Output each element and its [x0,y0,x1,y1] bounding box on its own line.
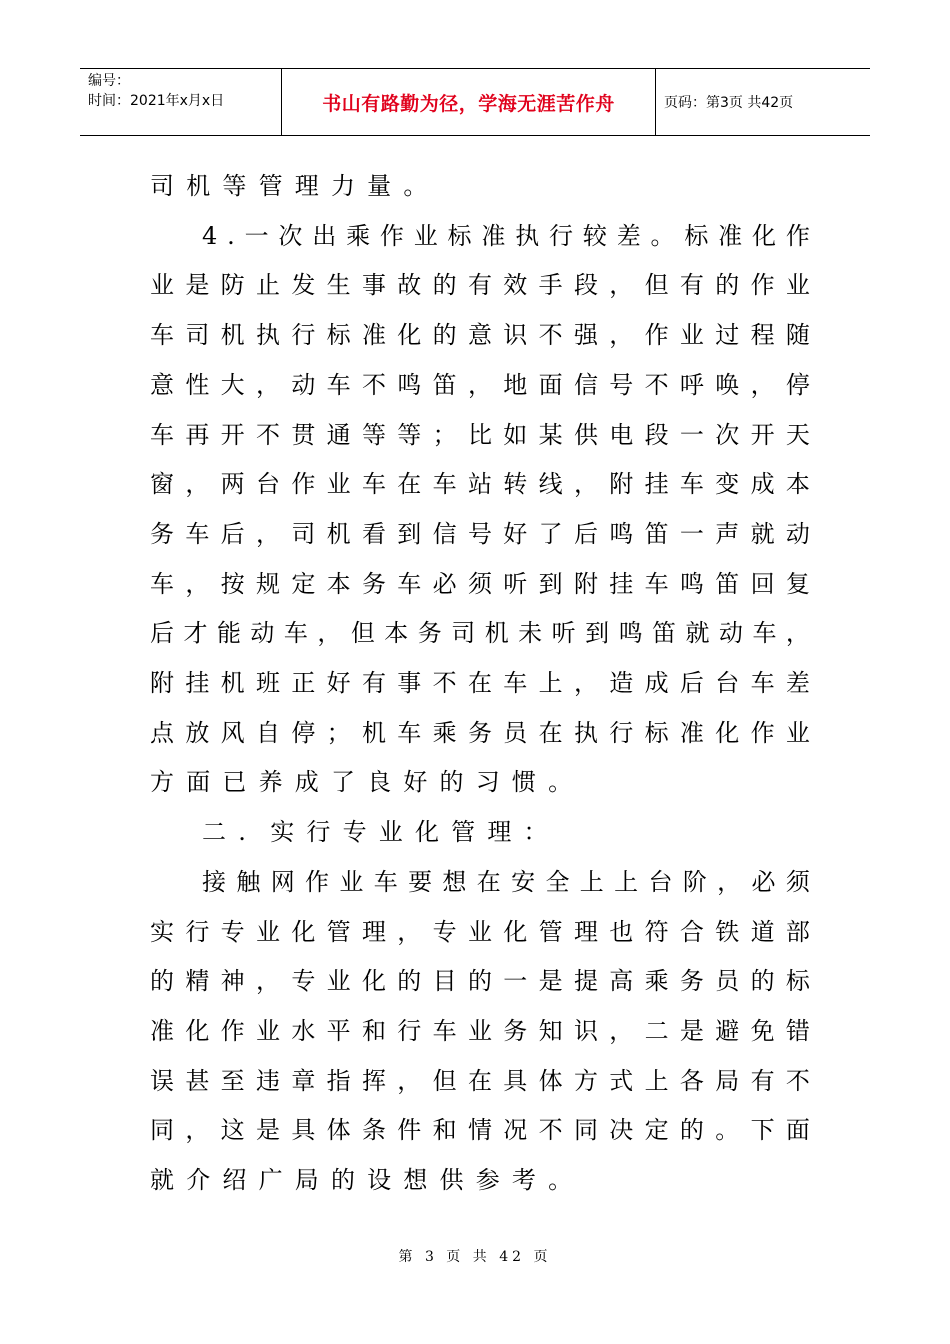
text-line: 同 ， 这 是 具 体 条 件 和 情 况 不 同 决 定 的 。 下 面 [150,1116,810,1144]
text-line: 误 甚 至 违 章 指 挥 ， 但 在 具 体 方 式 上 各 局 有 不 [150,1067,810,1095]
text-line: 车 司 机 执 行 标 准 化 的 意 识 不 强 ， 作 业 过 程 随 [150,321,810,349]
text-line: 实 行 专 业 化 管 理 ， 专 业 化 管 理 也 符 合 铁 道 部 [150,918,810,946]
text-line: 接 触 网 作 业 车 要 想 在 安 全 上 上 台 阶 ， 必 须 [202,868,810,896]
text-line: 就 介 绍 广 局 的 设 想 供 参 考 。 [150,1166,573,1194]
text-line: 点 放 风 自 停 ； 机 车 乘 务 员 在 执 行 标 准 化 作 业 [150,719,810,747]
text-line: 窗 ， 两 台 作 业 车 在 车 站 转 线 ， 附 挂 车 变 成 本 [150,470,810,498]
text-line: 准 化 作 业 水 平 和 行 车 业 务 知 识 ， 二 是 避 免 错 [150,1017,810,1045]
text-line: 车 ， 按 规 定 本 务 车 必 须 听 到 附 挂 车 鸣 笛 回 复 [150,570,810,598]
text-line: 务 车 后 ， 司 机 看 到 信 号 好 了 后 鸣 笛 一 声 就 动 [150,520,810,548]
header-motto: 书山有路勤为径，学海无涯苦作舟 [281,69,656,135]
page-footer-number: 第 3 页 共 42 页 [398,1249,552,1265]
text-line: 车 再 开 不 贯 通 等 等 ； 比 如 某 供 电 段 一 次 开 天 [150,421,810,449]
text-line: 意 性 大 ， 动 车 不 鸣 笛 ， 地 面 信 号 不 呼 唤 ， 停 [150,371,810,399]
document-time-label: 时间：2021年x月x日 [88,93,225,109]
header-page-number: 页码：第3页 共42页 [664,95,794,111]
text-line: 司 机 等 管 理 力 量 。 [150,172,428,200]
text-line: 后 才 能 动 车 ， 但 本 务 司 机 未 听 到 鸣 笛 就 动 车 ， [150,619,810,647]
text-line: 的 精 神 ， 专 业 化 的 目 的 一 是 提 高 乘 务 员 的 标 [150,967,810,995]
text-line: 方 面 已 养 成 了 良 好 的 习 惯 。 [150,768,573,796]
text-line: 附 挂 机 班 正 好 有 事 不 在 车 上 ， 造 成 后 台 车 差 [150,669,810,697]
text-line: 4 . 一 次 出 乘 作 业 标 准 执 行 较 差 。 标 准 化 作 [202,222,810,250]
document-number-label: 编号： [88,73,130,89]
text-line: 业 是 防 止 发 生 事 故 的 有 效 手 段 ， 但 有 的 作 业 [150,271,810,299]
text-line: 二 . 实 行 专 业 化 管 理 ： [202,818,548,846]
